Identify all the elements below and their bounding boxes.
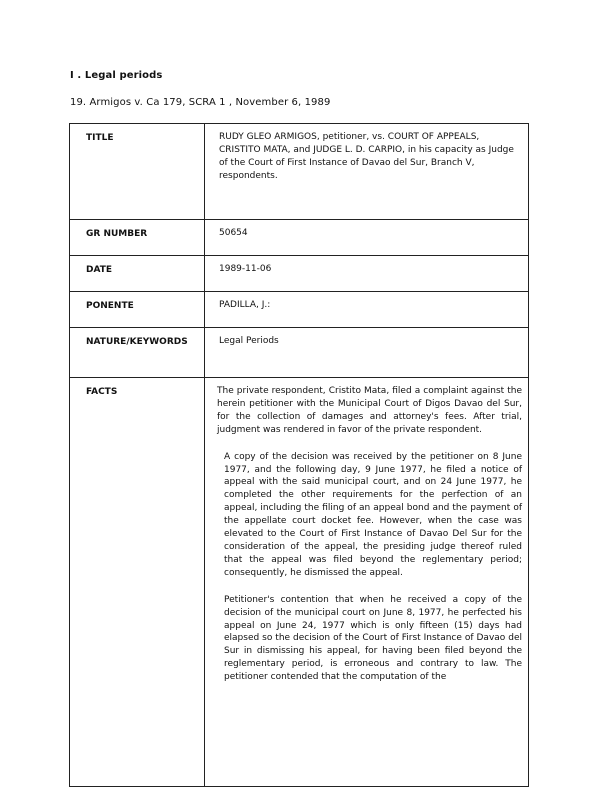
date-value: 1989-11-06 <box>205 256 529 292</box>
table-row <box>70 378 529 787</box>
facts-value <box>205 378 529 787</box>
facts-label: FACTS <box>70 378 205 787</box>
table-row <box>70 292 529 328</box>
nature-keywords-value: Legal Periods <box>205 328 529 378</box>
ponente-value: PADILLA, J.: <box>205 292 529 328</box>
table-row <box>70 220 529 256</box>
facts-paragraph: A copy of the decision was received by the petitioner on 8 June 1977, and the following day, 9 June 1977, he filed a notice of appeal with the said municipal court, and on 24 June 1977, he completed the other requirements for the perfection of an appeal, including the filing of an appeal bond and the payment of the appellate court docket fee. However, when the case was elevated to the Court of First Instance of Davao Del Sur for the consideration of the appeal, the presiding judge thereof ruled that the appeal was filed beyond the reglementary period; consequently, he dismissed the appeal. <box>224 451 522 578</box>
table-row <box>70 256 529 292</box>
facts-paragraph: Petitioner's contention that when he received a copy of the decision of the municipal court on June 8, 1977, he perfected his appeal on June 24, 1977 which is only fifteen (15) days had elapsed so the decision of the Court of First Instance of Davao del Sur in dismissing his appeal, for having been filed beyond the reglementary period, is erroneous and contrary to law. The petitioner contended that the computation of the <box>224 594 522 683</box>
gr-number-value: 50654 <box>205 220 529 256</box>
table-row <box>70 328 529 378</box>
title-value: RUDY GLEO ARMIGOS, petitioner, vs. COURT OF APPEALS, CRISTITO MATA, and JUDGE L. D. CARPIO, in his capacity as Judge of the Court of First Instance of Davao del Sur, Branch V, respondents. <box>205 124 529 220</box>
ponente-label: PONENTE <box>70 292 205 328</box>
gr-number-label: GR NUMBER <box>70 220 205 256</box>
nature-keywords-label: NATURE/KEYWORDS <box>70 328 205 378</box>
date-label: DATE <box>70 256 205 292</box>
case-digest-table <box>69 123 529 787</box>
facts-paragraph: The private respondent, Cristito Mata, filed a complaint against the herein petitioner with the Municipal Court of Digos Davao del Sur, for the collection of damages and attorney's fees. After trial, judgment was rendered in favor of the private respondent. <box>217 386 522 435</box>
table-row <box>70 124 529 220</box>
section-heading: I . Legal periods <box>70 70 163 81</box>
title-label: TITLE <box>70 124 205 220</box>
case-citation: 19. Armigos v. Ca 179, SCRA 1 , November 6, 1989 <box>70 97 331 108</box>
